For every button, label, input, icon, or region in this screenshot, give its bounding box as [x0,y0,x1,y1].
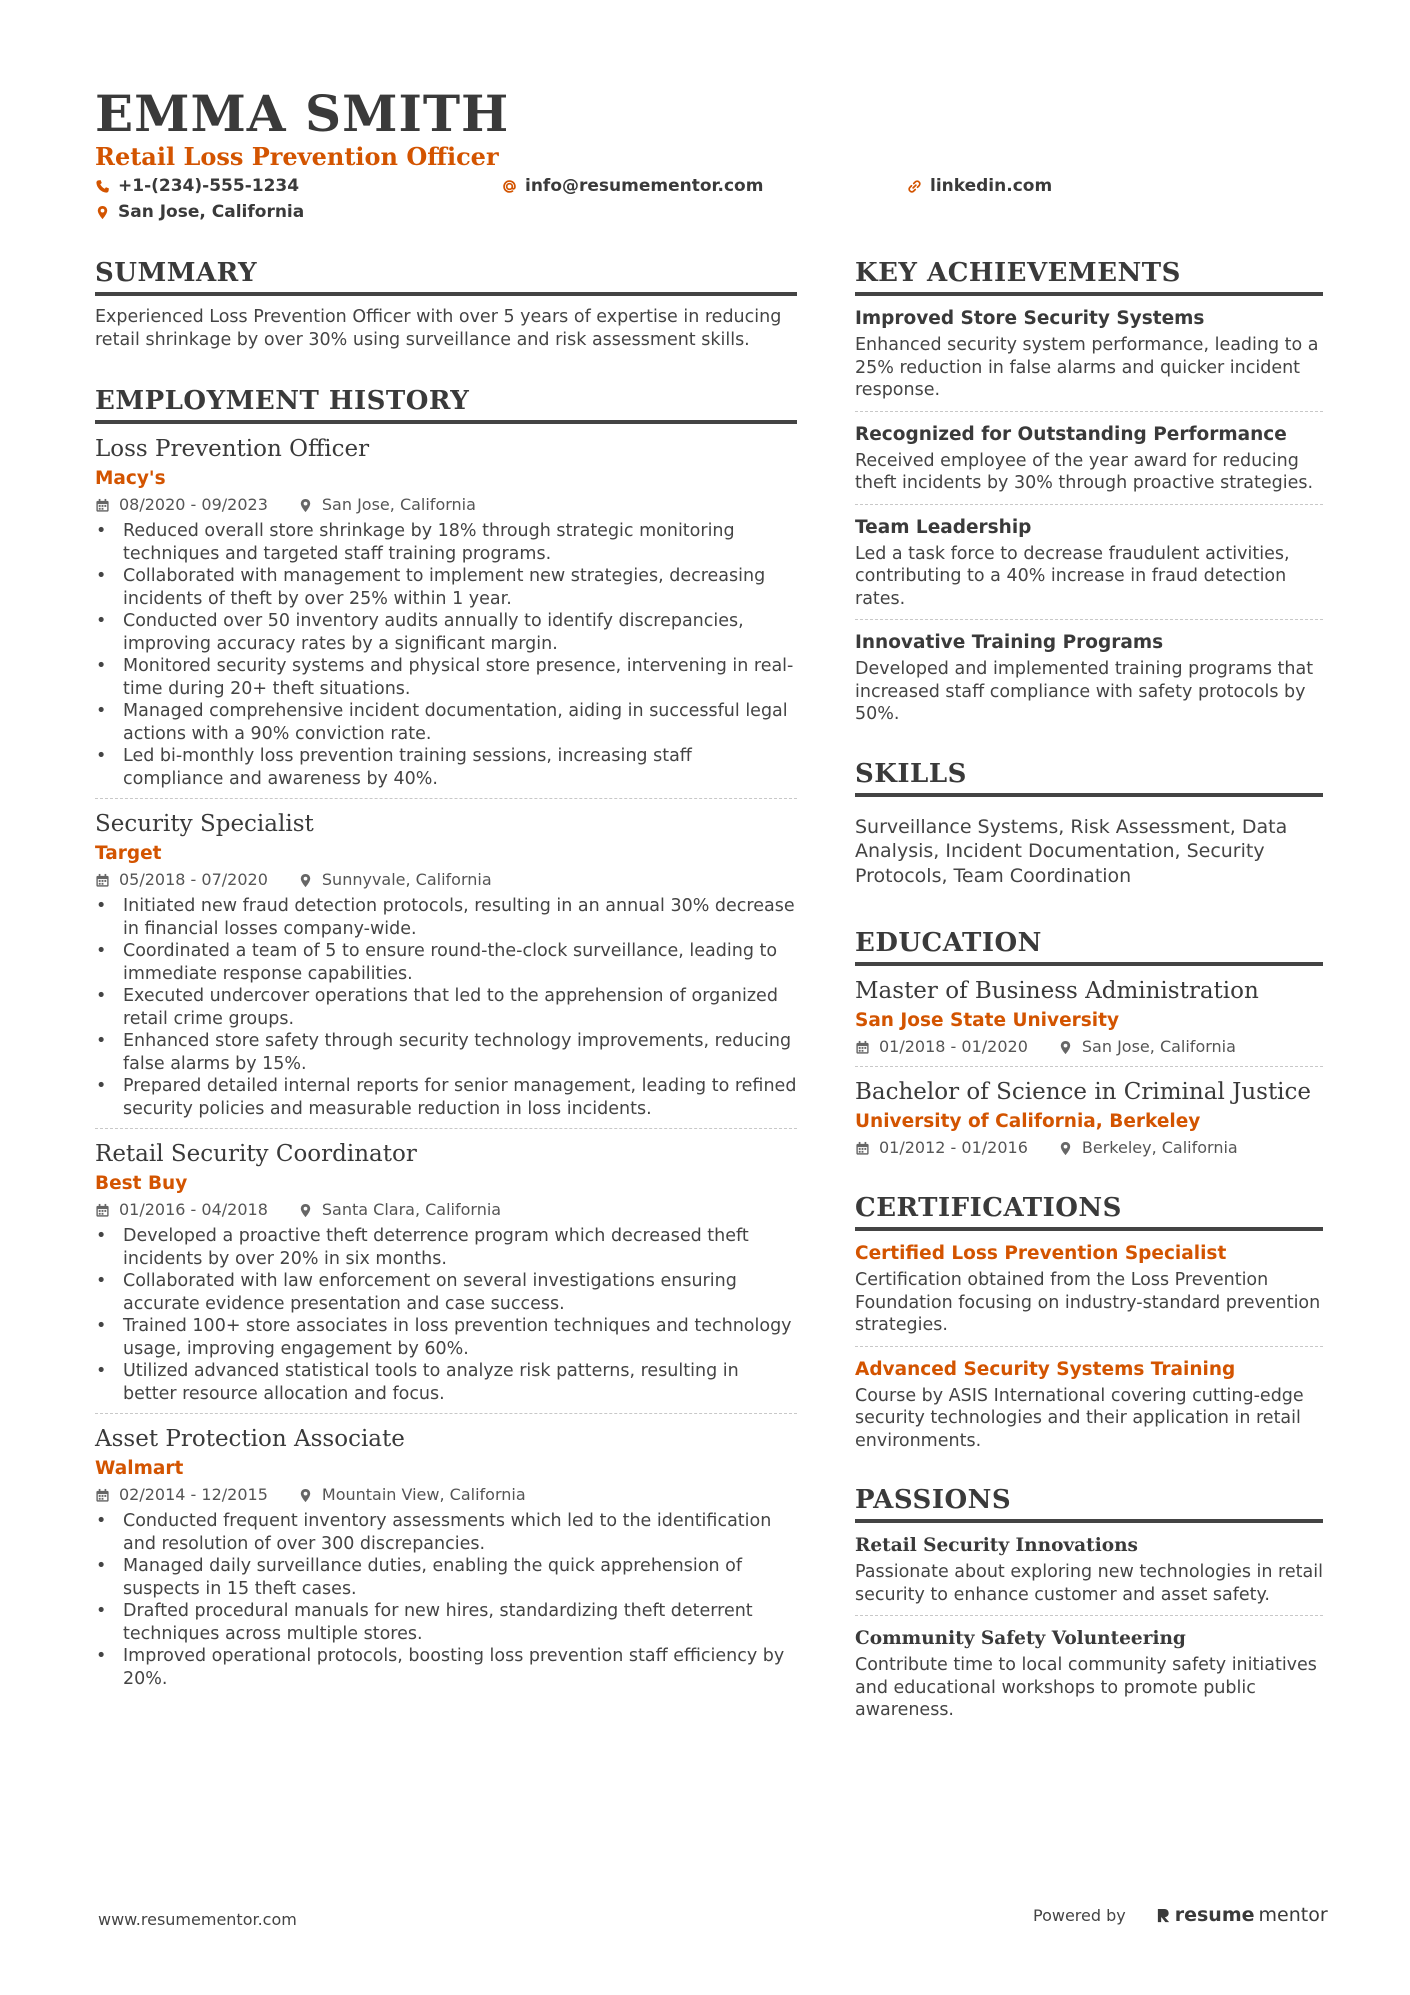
certification-desc: Course by ASIS International covering cutting-edge security technologies and their application in retail environments. [855,1385,1304,1451]
education-entry [855,976,1323,1066]
education-location: Berkeley, California [1081,1138,1238,1157]
job-dates: 05/2018 - 07/2020 [119,870,268,889]
job-bullets [95,520,797,790]
location-pin-icon [298,1203,313,1218]
location-text: San Jose, California [118,202,305,222]
brand-logo[interactable] [1156,1904,1328,1926]
degree-title: Bachelor of Science in Criminal Justice [855,1079,1312,1105]
achievement-title: Improved Store Security Systems [855,308,1205,329]
resume-header [95,84,1325,232]
education-dates: 01/2018 - 01/2020 [879,1037,1028,1056]
list-item: • Conducted over 50 inventory audits annually to identify discrepancies, improving accuracy rates by a significant margin. [95,610,797,655]
achievement-item [855,306,1323,411]
job-location: Mountain View, California [321,1485,526,1504]
achievement-desc: Led a task force to decrease fraudulent activities, contributing to a 40% increase in fraud detection rates. [855,543,1290,609]
school-name: San Jose State University [855,1010,1120,1031]
list-item: • Prepared detailed internal reports for senior management, leading to refined security policies and measurable reduction in loss incidents. [95,1075,797,1120]
list-item: • Reduced overall store shrinkage by 18% through strategic monitoring techniques and targeted staff training programs. [95,520,797,565]
job-location: Santa Clara, California [321,1200,502,1219]
job-bullets [95,1510,797,1690]
degree-title: Master of Business Administration [855,978,1259,1004]
list-item: • Collaborated with law enforcement on several investigations ensuring accurate evidence presentation and case success. [95,1270,797,1315]
calendar-icon [95,498,110,513]
job-meta [95,1484,797,1506]
list-item: • Trained 100+ store associates in loss prevention techniques and technology usage, improving engagement by 60%. [95,1315,797,1360]
achievement-desc: Enhanced security system performance, leading to a 25% reduction in false alarms and quicker incident response. [855,335,1319,400]
passion-title: Retail Security Innovations [855,1535,1138,1556]
calendar-icon [855,1040,870,1055]
job-entry [95,1413,797,1698]
calendar-icon [855,1141,870,1156]
contact-info [95,176,1325,232]
list-item: • Conducted frequent inventory assessments which led to the identification and resolution of over 300 discrepancies. [95,1510,797,1555]
education-entry [855,1066,1323,1167]
passion-desc: Contribute time to local community safety initiatives and educational workshops to promote public awareness. [855,1655,1317,1720]
education-heading: EDUCATION [855,928,1323,966]
education-meta [855,1137,1323,1159]
job-title: Loss Prevention Officer [95,436,370,462]
achievement-item [855,504,1323,620]
list-item: • Initiated new fraud detection protocols, resulting in an annual 30% decrease in financial losses company-wide. [95,895,797,940]
candidate-title: Retail Loss Prevention Officer [95,142,499,171]
school-name: University of California, Berkeley [855,1111,1201,1132]
job-location: Sunnyvale, California [321,870,492,889]
skills-text: Surveillance Systems, Risk Assessment, Data Analysis, Incident Documentation, Security Protocols, Team Coordination [855,815,1288,887]
brand-light: mentor [1258,1904,1328,1926]
link-icon [907,179,922,194]
job-meta [95,1199,797,1221]
job-bullets [95,895,797,1120]
job-title: Security Specialist [95,811,314,837]
passion-item [855,1533,1323,1615]
employment-heading: EMPLOYMENT HISTORY [95,386,797,424]
certification-item [855,1241,1323,1346]
powered-by-label: Powered by [1033,1905,1126,1925]
job-entry [95,798,797,1128]
calendar-icon [95,1203,110,1218]
location-pin-icon [298,873,313,888]
job-dates: 01/2016 - 04/2018 [119,1200,268,1219]
summary-text: Experienced Loss Prevention Officer with over 5 years of expertise in reducing retail shrinkage by over 30% using surveillance and risk assessment skills. [95,307,782,350]
education-dates: 01/2012 - 01/2016 [879,1138,1028,1157]
achievement-item [855,619,1323,735]
location-pin-icon [1058,1141,1073,1156]
list-item: • Utilized advanced statistical tools to analyze risk patterns, resulting in better resource allocation and focus. [95,1360,797,1405]
location-pin-icon [1058,1040,1073,1055]
list-item: • Coordinated a team of 5 to ensure round-the-clock surveillance, leading to immediate response capabilities. [95,940,797,985]
passions-heading: PASSIONS [855,1485,1323,1523]
job-dates: 08/2020 - 09/2023 [119,495,268,514]
contact-linkedin[interactable] [907,176,1052,196]
achievement-title: Team Leadership [855,516,1032,538]
company-name: Best Buy [95,1173,188,1194]
list-item: • Developed a proactive theft deterrence program which decreased theft incidents by over 20% in six months. [95,1225,797,1270]
candidate-name: EMMA SMITH [95,84,510,143]
brand-bold: resume [1174,1904,1255,1926]
job-title: Retail Security Coordinator [95,1141,417,1167]
phone-icon [95,179,110,194]
job-dates: 02/2014 - 12/2015 [119,1485,268,1504]
contact-email[interactable] [502,176,763,196]
footer-website[interactable]: www.resumementor.com [98,1910,297,1929]
job-entry [95,434,797,798]
passion-item [855,1615,1323,1731]
list-item: • Monitored security systems and physical store presence, intervening in real-time during 20+ theft situations. [95,655,797,700]
passion-desc: Passionate about exploring new technologies in retail security to enhance customer and asset safety. [855,1562,1323,1605]
list-item: • Managed daily surveillance duties, enabling the quick apprehension of suspects in 15 theft cases. [95,1555,797,1600]
contact-location [95,202,304,222]
passion-title: Community Safety Volunteering [855,1628,1186,1649]
achievement-item [855,411,1323,504]
calendar-icon [95,1488,110,1503]
certifications-heading: CERTIFICATIONS [855,1193,1323,1231]
job-entry [95,1128,797,1413]
certification-title: Certified Loss Prevention Specialist [855,1243,1227,1264]
location-pin-icon [298,1488,313,1503]
phone-text: +1-(234)-555-1234 [118,176,300,196]
list-item: • Managed comprehensive incident documentation, aiding in successful legal actions with a 90% conviction rate. [95,700,797,745]
list-item: • Improved operational protocols, boosting loss prevention staff efficiency by 20%. [95,1645,797,1690]
calendar-icon [95,873,110,888]
certification-title: Advanced Security Systems Training [855,1358,1236,1380]
resumementor-logo-icon [1156,1907,1171,1924]
at-icon [502,179,517,194]
footer-powered [1033,1904,1328,1926]
achievement-title: Recognized for Outstanding Performance [855,423,1287,445]
achievements-heading: KEY ACHIEVEMENTS [855,258,1323,296]
job-meta [95,494,797,516]
list-item: • Led bi-monthly loss prevention training sessions, increasing staff compliance and awareness by 40%. [95,745,797,790]
education-location: San Jose, California [1081,1037,1236,1056]
certification-desc: Certification obtained from the Loss Prevention Foundation focusing on industry-standard prevention strategies. [855,1270,1321,1335]
list-item: • Collaborated with management to implement new strategies, decreasing incidents of theft by over 25% within 1 year. [95,565,797,610]
job-title: Asset Protection Associate [95,1426,405,1452]
email-text: info@resumementor.com [525,176,764,196]
job-bullets [95,1225,797,1405]
list-item: • Drafted procedural manuals for new hires, standardizing theft deterrent techniques across multiple stores. [95,1600,797,1645]
certification-item [855,1346,1323,1462]
company-name: Target [95,843,162,864]
location-pin-icon [95,205,110,220]
job-location: San Jose, California [321,495,476,514]
linkedin-text: linkedin.com [930,176,1053,196]
achievement-desc: Developed and implemented training programs that increased staff compliance with safety protocols by 50%. [855,659,1314,724]
right-column [855,258,1323,1731]
company-name: Macy's [95,468,166,489]
achievement-desc: Received employee of the year award for reducing theft incidents by 30% through proactive strategies. [855,450,1314,493]
company-name: Walmart [95,1458,184,1479]
job-meta [95,869,797,891]
contact-phone[interactable] [95,176,299,196]
skills-heading: SKILLS [855,759,1323,797]
summary-heading: SUMMARY [95,258,797,296]
achievement-title: Innovative Training Programs [855,632,1164,653]
education-meta [855,1036,1323,1058]
list-item: • Executed undercover operations that led to the apprehension of organized retail crime groups. [95,985,797,1030]
location-pin-icon [298,498,313,513]
left-column [95,258,797,1698]
list-item: • Enhanced store safety through security technology improvements, reducing false alarms by 15%. [95,1030,797,1075]
